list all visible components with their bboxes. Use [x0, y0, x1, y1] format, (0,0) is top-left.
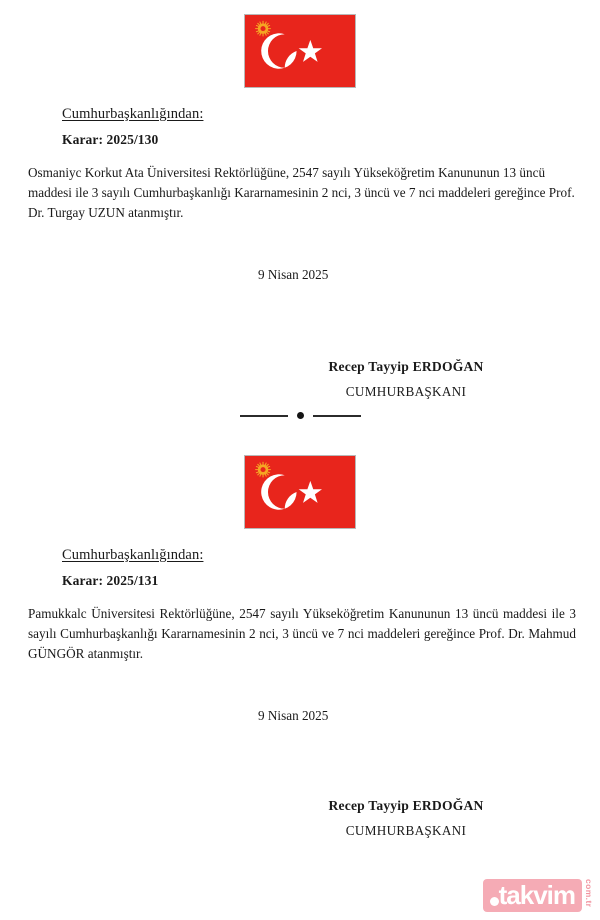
- section-heading-2: Cumhurbaşkanlığından:: [62, 547, 204, 563]
- turkish-flag-icon: [244, 455, 356, 529]
- decree-body-1: Osmaniyc Korkut Ata Üniversitesi Rektörlüğüne, 2547 sayılı Yükseköğretim Kanununun 13 üncü maddesi ile 3 sayılı Cumhurbaşkanlığı Kararnamesinin 2 nci, 3 üncü ve 7 nci maddeleri gereğince Prof. Dr. Turgay UZUN atanmıştır.: [28, 165, 575, 221]
- watermark-tld: com.tr: [584, 879, 594, 908]
- divider-dot: [297, 412, 304, 419]
- turkish-flag-icon: [244, 14, 356, 88]
- decree-body-2: Pamukkalc Üniversitesi Rektörlüğüne, 2547 sayılı Yükseköğretim Kanununun 13 üncü maddesi ile 3 sayılı Cumhurbaşkanlığı Kararnamesinin 2 nci, 3 üncü ve 7 nci maddeleri gereğince Prof. Dr. Mahmud GÜNGÖR atanmıştır.: [28, 606, 576, 662]
- watermark-dot-icon: [490, 897, 499, 906]
- section-heading-1: Cumhurbaşkanlığından:: [62, 106, 204, 122]
- turkish-flag-emblem-2: [0, 455, 600, 529]
- decision-number-1: Karar: 2025/130: [62, 132, 159, 147]
- turkish-flag-emblem-1: [0, 14, 600, 88]
- decree-date-1: 9 Nisan 2025: [258, 267, 329, 283]
- section-divider-ornament: [0, 412, 600, 419]
- decree-section-1: [0, 14, 600, 400]
- signature-name-2: Recep Tayyip ERDOĞAN: [328, 798, 484, 814]
- signature-title-2: CUMHURBAŞKANI: [345, 823, 467, 839]
- divider-rule-left: [240, 415, 288, 417]
- watermark-brand: takvim: [498, 880, 575, 910]
- signature-name-1: Recep Tayyip ERDOĞAN: [328, 359, 484, 375]
- takvim-watermark: [483, 879, 594, 912]
- decree-section-2: [0, 455, 600, 839]
- decree-date-2: 9 Nisan 2025: [258, 708, 329, 724]
- signature-title-1: CUMHURBAŞKANI: [345, 384, 467, 400]
- watermark-logo-box: [483, 879, 582, 912]
- divider-rule-right: [313, 415, 361, 417]
- decision-number-2: Karar: 2025/131: [62, 573, 159, 588]
